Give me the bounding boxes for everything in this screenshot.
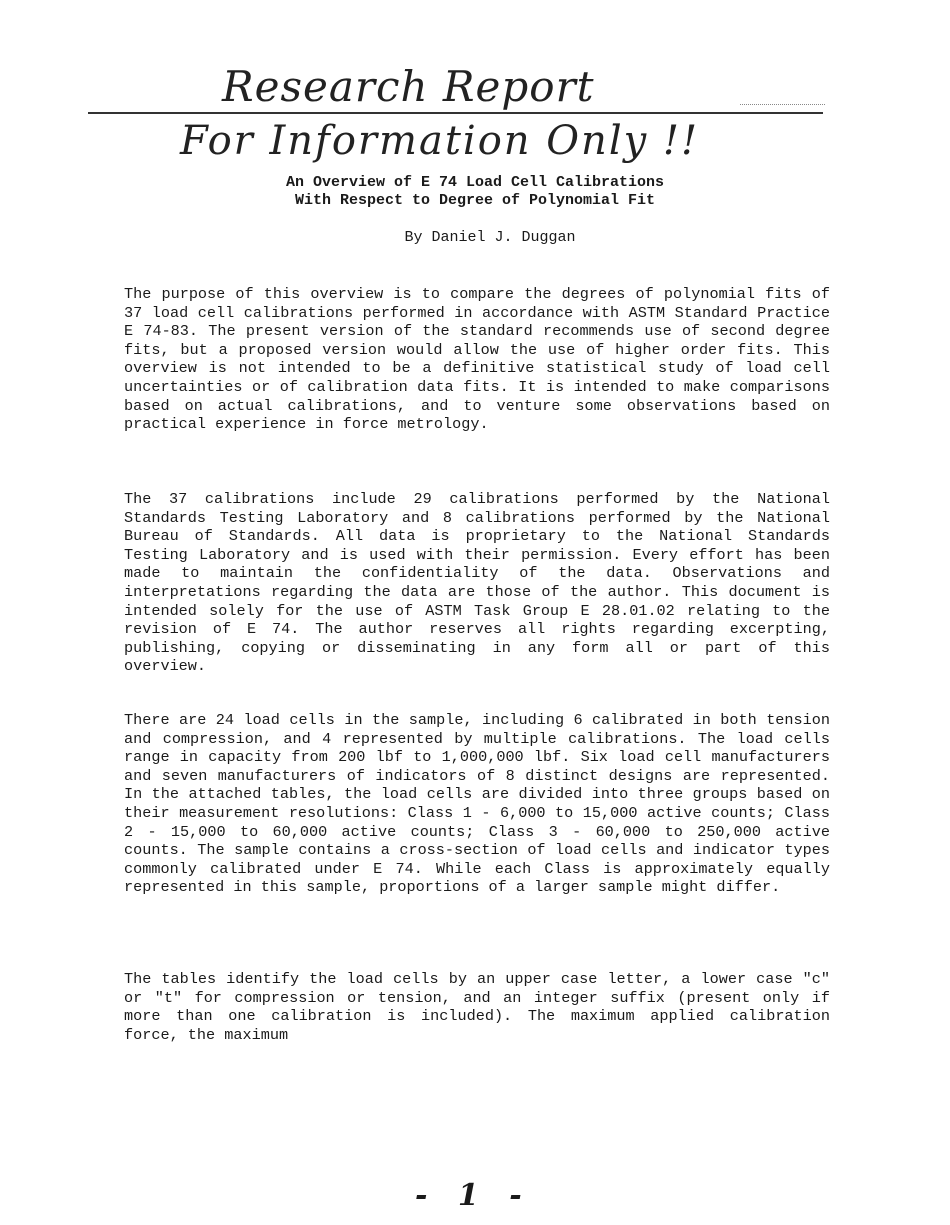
paragraph-tables: The tables identify the load cells by an upper case letter, a lower case "c" or "t" for compression or tension, and an integer suffix (present only if more than one calibration is included). The maximum applied calibration force, the maximum bbox=[124, 970, 830, 1044]
document-title-line-1: An Overview of E 74 Load Cell Calibrations bbox=[285, 174, 665, 191]
document-title-line-2: With Respect to Degree of Polynomial Fit bbox=[294, 192, 656, 209]
paragraph-calibrations: The 37 calibrations include 29 calibrations performed by the National Standards Testing Laboratory and 8 calibrations performed by the National Bureau of Standards. All data is proprietary to the National Standards Testing Laboratory and is used with their permission. Every effort has been made to maintain the confidentiality of the data. Observations and interpretations regarding the data are those of the author. This document is intended solely for the use of ASTM Task Group E 28.01.02 relating to the revision of E 74. The author reserves all rights regarding excerpting, publishing, copying or disseminating in any form all or part of this overview. bbox=[124, 490, 830, 676]
handwritten-research-report: Research Report bbox=[222, 62, 595, 111]
paragraph-load-cells: There are 24 load cells in the sample, including 6 calibrated in both tension and compression, and 4 represented by multiple calibrations. The load cells range in capacity from 200 lbf to 1,000,000 lbf. Six load cell manufacturers and seven manufacturers of indicators of 8 distinct designs are represented. In the attached tables, the load cells are divided into three groups based on their measurement resolutions: Class 1 - 6,000 to 15,000 active counts; Class 2 - 15,000 to 60,000 active counts; Class 3 - 60,000 to 250,000 active counts. The sample contains a cross-section of load cells and indicator types commonly calibrated under E 74. While each Class is approximately equally represented in this sample, proportions of a larger sample might differ. bbox=[124, 711, 830, 897]
page-number: - 1 - bbox=[415, 1178, 532, 1213]
dotted-rule bbox=[740, 104, 825, 105]
paragraph-purpose: The purpose of this overview is to compare the degrees of polynomial fits of 37 load cell calibrations performed in accordance with ASTM Standard Practice E 74-83. The present version of the standard recommends use of second degree fits, but a proposed version would allow the use of higher order fits. This overview is not intended to be a definitive statistical study of load cell uncertainties or of calibration data fits. It is intended to make comparisons based on actual calibrations, and to venture some observations based on practical experience in force metrology. bbox=[124, 285, 830, 434]
handwritten-info-only: For Information Only !! bbox=[180, 118, 700, 164]
underline-rule bbox=[88, 112, 823, 114]
author-byline: By Daniel J. Duggan bbox=[404, 229, 576, 246]
